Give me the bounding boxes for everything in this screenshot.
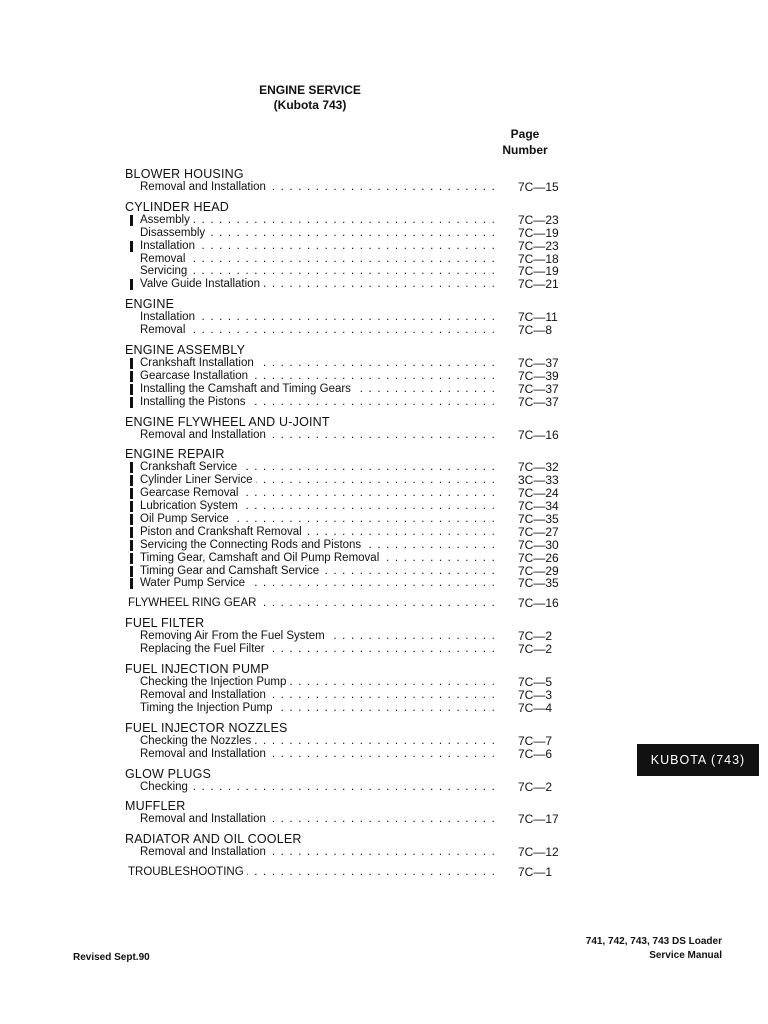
entry-leader: [140, 676, 496, 689]
toc-section: [0, 663, 768, 715]
kubota-tab: KUBOTA (743): [637, 744, 759, 776]
entry-label: Installation: [140, 240, 198, 252]
revision-bar: [130, 540, 133, 551]
entry-label: Removal: [140, 324, 188, 336]
revision-bar: [130, 578, 133, 589]
entry-page-number: 7C—37: [518, 394, 559, 409]
entry-label: Removal and Installation: [140, 748, 269, 760]
entry-page-number: 7C—5: [518, 675, 553, 690]
entry-leader: [140, 500, 496, 513]
entry-leader: [140, 311, 496, 324]
entry-leader: [140, 429, 496, 442]
entry-page-number: 7C—30: [518, 537, 559, 552]
revision-bar: [130, 241, 133, 252]
entry-leader: [140, 748, 496, 761]
entry-leader: [140, 396, 496, 409]
entry-label: Removing Air From the Fuel System: [140, 630, 328, 642]
entry-label: Valve Guide Installation: [140, 278, 263, 290]
entry-leader: [140, 552, 496, 565]
toc-section: [0, 617, 768, 656]
entry-leader: [140, 643, 496, 656]
entry-page-number: 7C—37: [518, 356, 559, 371]
revision-bar: [130, 358, 133, 369]
toc-entry: [0, 265, 768, 278]
revision-bar: [130, 488, 133, 499]
manual-title: 741, 742, 743, 743 DS Loader: [585, 936, 722, 947]
toc-entry: [0, 702, 768, 715]
entry-label: Removal and Installation: [140, 846, 269, 858]
entry-page-number: 7C—16: [518, 427, 559, 442]
entry-page-number: 7C—1: [518, 865, 553, 880]
toc-entry: [0, 214, 768, 227]
entry-leader: [140, 461, 496, 474]
entry-leader: [140, 265, 496, 278]
section-title: ENGINE ASSEMBLY: [125, 343, 246, 358]
toc-entry: [0, 181, 768, 194]
table-of-contents: [0, 168, 768, 886]
page-subtitle: (Kubota 743): [273, 98, 347, 112]
entry-page-number: 7C—2: [518, 629, 553, 644]
toc-entry: [0, 253, 768, 266]
toc-entry: [0, 370, 768, 383]
section-title: FUEL INJECTOR NOZZLES: [125, 720, 288, 735]
entry-leader: [140, 813, 496, 826]
toc-section: [0, 597, 768, 610]
entry-label: Gearcase Installation: [140, 370, 251, 382]
entry-label: Removal and Installation: [140, 813, 269, 825]
section-title: ENGINE: [125, 297, 175, 312]
entry-label: Cylinder Liner Service: [140, 474, 256, 486]
entry-page-number: 7C—18: [518, 251, 559, 266]
toc-entry: [0, 500, 768, 513]
toc-entry: [0, 311, 768, 324]
entry-page-number: 7C—17: [518, 812, 559, 827]
page-number-heading-2: Number: [502, 143, 548, 157]
entry-page-number: 7C—29: [518, 563, 559, 578]
toc-entry: [0, 487, 768, 500]
section-title: FUEL INJECTION PUMP: [125, 662, 270, 677]
toc-entry: [0, 227, 768, 240]
entry-leader: [140, 357, 496, 370]
toc-entry: [0, 461, 768, 474]
entry-leader: [140, 526, 496, 539]
toc-section: [0, 866, 768, 879]
entry-page-number: 7C—26: [518, 550, 559, 565]
entry-label: Replacing the Fuel Filter: [140, 643, 268, 655]
revision-bar: [130, 553, 133, 564]
entry-page-number: 7C—2: [518, 779, 553, 794]
entry-page-number: 7C—8: [518, 323, 553, 338]
page-title: ENGINE SERVICE: [259, 83, 361, 97]
revision-bar: [130, 501, 133, 512]
entry-label: Timing the Injection Pump: [140, 702, 276, 714]
entry-page-number: 7C—7: [518, 733, 553, 748]
entry-leader: [128, 597, 496, 610]
section-title: CYLINDER HEAD: [125, 199, 230, 214]
entry-leader: [140, 370, 496, 383]
entry-leader: [140, 487, 496, 500]
toc-entry: [0, 396, 768, 409]
entry-leader: [140, 214, 496, 227]
revision-bar: [130, 475, 133, 486]
section-title: MUFFLER: [125, 799, 186, 814]
toc-section: [0, 833, 768, 859]
entry-page-number: 7C—19: [518, 264, 559, 279]
manual-subtitle: Service Manual: [649, 950, 722, 961]
entry-leader: [140, 846, 496, 859]
entry-label: Servicing: [140, 265, 190, 277]
entry-label: Checking the Injection Pump: [140, 676, 289, 688]
entry-label: Assembly: [140, 214, 193, 226]
entry-page-number: 7C—39: [518, 368, 559, 383]
entry-leader: [140, 689, 496, 702]
revision-bar: [130, 566, 133, 577]
toc-entry: [0, 689, 768, 702]
entry-page-number: 7C—15: [518, 180, 559, 194]
toc-section: [0, 800, 768, 826]
entry-leader: [140, 227, 496, 240]
entry-leader: [140, 474, 496, 487]
revision-bar: [130, 397, 133, 408]
toc-section: [0, 168, 768, 194]
entry-leader: [140, 781, 496, 794]
toc-entry: [0, 552, 768, 565]
entry-leader: [140, 181, 496, 194]
entry-label: Oil Pump Service: [140, 513, 232, 525]
toc-entry: [0, 357, 768, 370]
revision-bar: [130, 279, 133, 290]
toc-section: [0, 298, 768, 337]
entry-leader: [140, 735, 496, 748]
entry-leader: [140, 240, 496, 253]
revision-bar: [130, 514, 133, 525]
entry-leader: [140, 253, 496, 266]
toc-section: [0, 416, 768, 442]
toc-entry: [0, 630, 768, 643]
entry-label: Servicing the Connecting Rods and Pistons: [140, 539, 364, 551]
toc-entry: [0, 597, 768, 610]
toc-entry: [0, 577, 768, 590]
entry-label: Disassembly: [140, 227, 208, 239]
entry-page-number: 7C—12: [518, 845, 559, 860]
entry-leader: [140, 324, 496, 337]
revision-bar: [130, 384, 133, 395]
revision-bar: [130, 462, 133, 473]
entry-leader: [140, 577, 496, 590]
entry-label: Removal and Installation: [140, 429, 269, 441]
entry-page-number: 7C—4: [518, 700, 553, 715]
revision-bar: [130, 215, 133, 226]
toc-entry: [0, 866, 768, 879]
toc-entry: [0, 781, 768, 794]
toc-entry: [0, 813, 768, 826]
toc-entry: [0, 526, 768, 539]
entry-label: Lubrication System: [140, 500, 241, 512]
entry-page-number: 7C—35: [518, 512, 559, 527]
revision-bar: [130, 371, 133, 382]
toc-section: [0, 344, 768, 409]
entry-label: Checking the Nozzles: [140, 735, 254, 747]
entry-label: Installing the Camshaft and Timing Gears: [140, 383, 354, 395]
entry-page-number: 7C—23: [518, 238, 559, 253]
entry-leader: [140, 383, 496, 396]
entry-label: Piston and Crankshaft Removal: [140, 526, 305, 538]
entry-label: Timing Gear and Camshaft Service: [140, 565, 322, 577]
entry-label: Removal: [140, 253, 188, 265]
entry-page-number: 7C—23: [518, 212, 559, 227]
entry-page-number: 7C—34: [518, 499, 559, 514]
toc-entry: [0, 643, 768, 656]
entry-label: Crankshaft Service: [140, 461, 240, 473]
entry-page-number: 7C—3: [518, 687, 553, 702]
page-number-heading-1: Page: [510, 127, 540, 141]
entry-label: Checking: [140, 781, 191, 793]
entry-label: Water Pump Service: [140, 577, 248, 589]
toc-entry: [0, 429, 768, 442]
toc-entry: [0, 474, 768, 487]
section-title: BLOWER HOUSING: [125, 167, 244, 181]
entry-label: Timing Gear, Camshaft and Oil Pump Removal: [140, 552, 382, 564]
toc-entry: [0, 240, 768, 253]
entry-page-number: 7C—2: [518, 642, 553, 657]
entry-leader: [140, 565, 496, 578]
section-title: ENGINE REPAIR: [125, 447, 225, 462]
toc-entry: [0, 539, 768, 552]
toc-entry: [0, 676, 768, 689]
entry-label: Gearcase Removal: [140, 487, 241, 499]
entry-label: Crankshaft Installation: [140, 357, 257, 369]
entry-page-number: 7C—16: [518, 596, 559, 611]
toc-section: [0, 448, 768, 590]
entry-label: Installing the Pistons: [140, 396, 248, 408]
entry-page-number: 7C—32: [518, 460, 559, 475]
entry-label: FLYWHEEL RING GEAR: [128, 597, 259, 609]
entry-page-number: 7C—19: [518, 225, 559, 240]
entry-page-number: 7C—27: [518, 524, 559, 539]
revision-note: Revised Sept.90: [73, 952, 150, 963]
section-title: ENGINE FLYWHEEL AND U-JOINT: [125, 414, 330, 429]
entry-page-number: 3C—33: [518, 473, 559, 488]
toc-entry: [0, 846, 768, 859]
entry-leader: [140, 630, 496, 643]
entry-leader: [140, 539, 496, 552]
entry-page-number: 7C—35: [518, 576, 559, 591]
toc-section: [0, 201, 768, 291]
entry-page-number: 7C—21: [518, 277, 559, 292]
toc-entry: [0, 513, 768, 526]
entry-label: TROUBLESHOOTING: [128, 866, 247, 878]
entry-label: Removal and Installation: [140, 181, 269, 193]
entry-page-number: 7C—11: [518, 310, 558, 325]
toc-entry: [0, 565, 768, 578]
entry-label: Removal and Installation: [140, 689, 269, 701]
section-title: FUEL FILTER: [125, 616, 205, 631]
section-title: RADIATOR AND OIL COOLER: [125, 832, 302, 847]
toc-entry: [0, 383, 768, 396]
entry-leader: [140, 513, 496, 526]
entry-label: Installation: [140, 311, 198, 323]
entry-leader: [128, 866, 496, 879]
entry-page-number: 7C—6: [518, 746, 553, 761]
entry-leader: [140, 278, 496, 291]
section-title: GLOW PLUGS: [125, 766, 212, 781]
toc-entry: [0, 324, 768, 337]
entry-page-number: 7C—37: [518, 381, 559, 396]
revision-bar: [130, 527, 133, 538]
entry-page-number: 7C—24: [518, 486, 559, 501]
entry-leader: [140, 702, 496, 715]
toc-entry: [0, 278, 768, 291]
